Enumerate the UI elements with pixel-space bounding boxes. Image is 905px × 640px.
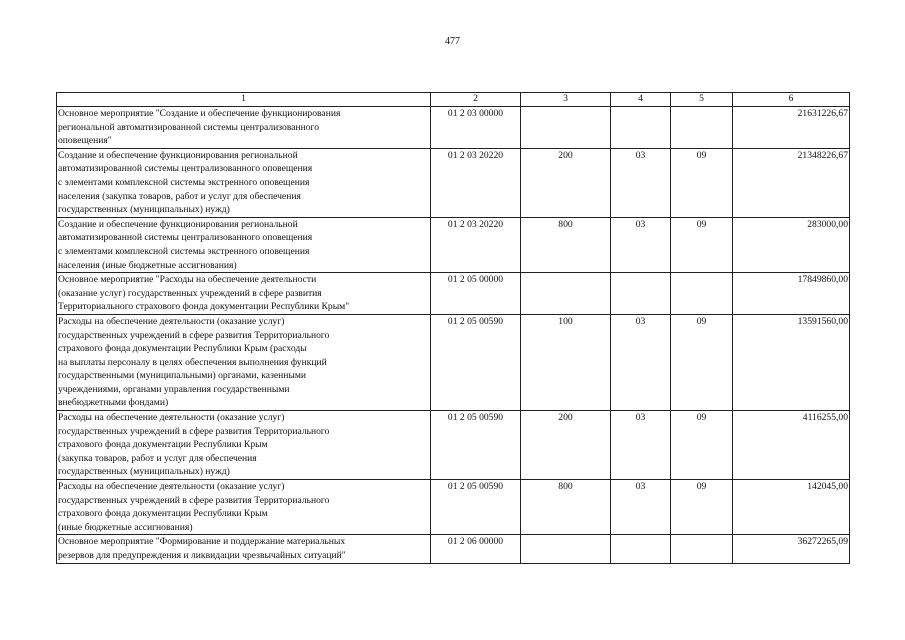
subsection-cell: 09: [671, 148, 733, 217]
row-name-cell: Расходы на обеспечение деятельности (оказание услуг) государственных учреждений в сфере развития Территориального страхового фонда документации Республики Крым (иные бюджетные ассигнования): [57, 480, 431, 535]
expense-type-cell: [521, 535, 611, 563]
column-header: 2: [431, 93, 521, 107]
table-row: [57, 148, 850, 217]
row-name-cell: Расходы на обеспечение деятельности (оказание услуг) государственных учреждений в сфере развития Территориального страхового фонда документации Республики Крым (закупка товаров, работ и услуг для обеспечения государственных (муниципальных) нужд): [57, 411, 431, 480]
section-cell: [611, 273, 671, 315]
target-code-cell: 01 2 06 00000: [431, 535, 521, 563]
amount-cell: 142045,00: [733, 480, 850, 535]
column-header: 1: [57, 93, 431, 107]
table-row: [57, 535, 850, 563]
section-cell: [611, 107, 671, 149]
page-number: 477: [445, 36, 460, 47]
table-row: [57, 107, 850, 149]
section-cell: 03: [611, 480, 671, 535]
subsection-cell: 09: [671, 314, 733, 410]
section-cell: 03: [611, 411, 671, 480]
row-name-cell: Основное мероприятие "Расходы на обеспечение деятельности (оказание услуг) государственных учреждений в сфере развития Территориального страхового фонда документации Республики Крым": [57, 273, 431, 315]
subsection-cell: [671, 535, 733, 563]
row-name-cell: Основное мероприятие "Создание и обеспечение функционирования региональной автоматизированной системы централизованного оповещения": [57, 107, 431, 149]
target-code-cell: 01 2 05 00590: [431, 411, 521, 480]
target-code-cell: 01 2 05 00590: [431, 314, 521, 410]
section-cell: 03: [611, 148, 671, 217]
row-name-cell: Создание и обеспечение функционирования региональной автоматизированной системы централизованного оповещения с элементами комплексной системы экстренного оповещения населения (иные бюджетные ассигнования): [57, 217, 431, 272]
expense-type-cell: [521, 107, 611, 149]
amount-cell: 283000,00: [733, 217, 850, 272]
expense-type-cell: 100: [521, 314, 611, 410]
target-code-cell: 01 2 03 20220: [431, 148, 521, 217]
table-row: [57, 273, 850, 315]
section-cell: 03: [611, 314, 671, 410]
expense-type-cell: [521, 273, 611, 315]
expense-type-cell: 800: [521, 480, 611, 535]
row-name-cell: Расходы на обеспечение деятельности (оказание услуг) государственных учреждений в сфере развития Территориального страхового фонда документации Республики Крым (расходы на выплаты персоналу в целях обеспечения выполнения функций государственными (муниципальными) органами, казенными учреждениями, органами управления государственными внебюджетными фондами): [57, 314, 431, 410]
amount-cell: 13591560,00: [733, 314, 850, 410]
target-code-cell: 01 2 03 20220: [431, 217, 521, 272]
subsection-cell: 09: [671, 480, 733, 535]
column-header: 3: [521, 93, 611, 107]
expense-type-cell: 200: [521, 411, 611, 480]
subsection-cell: 09: [671, 217, 733, 272]
column-header: 5: [671, 93, 733, 107]
target-code-cell: 01 2 03 00000: [431, 107, 521, 149]
table-row: [57, 217, 850, 272]
subsection-cell: [671, 107, 733, 149]
header-row: [57, 93, 850, 107]
target-code-cell: 01 2 05 00590: [431, 480, 521, 535]
target-code-cell: 01 2 05 00000: [431, 273, 521, 315]
amount-cell: 36272265,09: [733, 535, 850, 563]
amount-cell: 21348226,67: [733, 148, 850, 217]
amount-cell: 17849860,00: [733, 273, 850, 315]
row-name-cell: Создание и обеспечение функционирования региональной автоматизированной системы централизованного оповещения с элементами комплексной системы экстренного оповещения населения (закупка товаров, работ и услуг для обеспечения государственных (муниципальных) нужд): [57, 148, 431, 217]
row-name-cell: Основное мероприятие "Формирование и поддержание материальных резервов для предупреждения и ликвидации чрезвычайных ситуаций": [57, 535, 431, 563]
section-cell: [611, 535, 671, 563]
subsection-cell: [671, 273, 733, 315]
subsection-cell: 09: [671, 411, 733, 480]
column-header: 4: [611, 93, 671, 107]
budget-table: [56, 92, 850, 564]
table-row: [57, 314, 850, 410]
amount-cell: 4116255,00: [733, 411, 850, 480]
amount-cell: 21631226,67: [733, 107, 850, 149]
expense-type-cell: 800: [521, 217, 611, 272]
column-header: 6: [733, 93, 850, 107]
expense-type-cell: 200: [521, 148, 611, 217]
table-row: [57, 480, 850, 535]
table-row: [57, 411, 850, 480]
section-cell: 03: [611, 217, 671, 272]
